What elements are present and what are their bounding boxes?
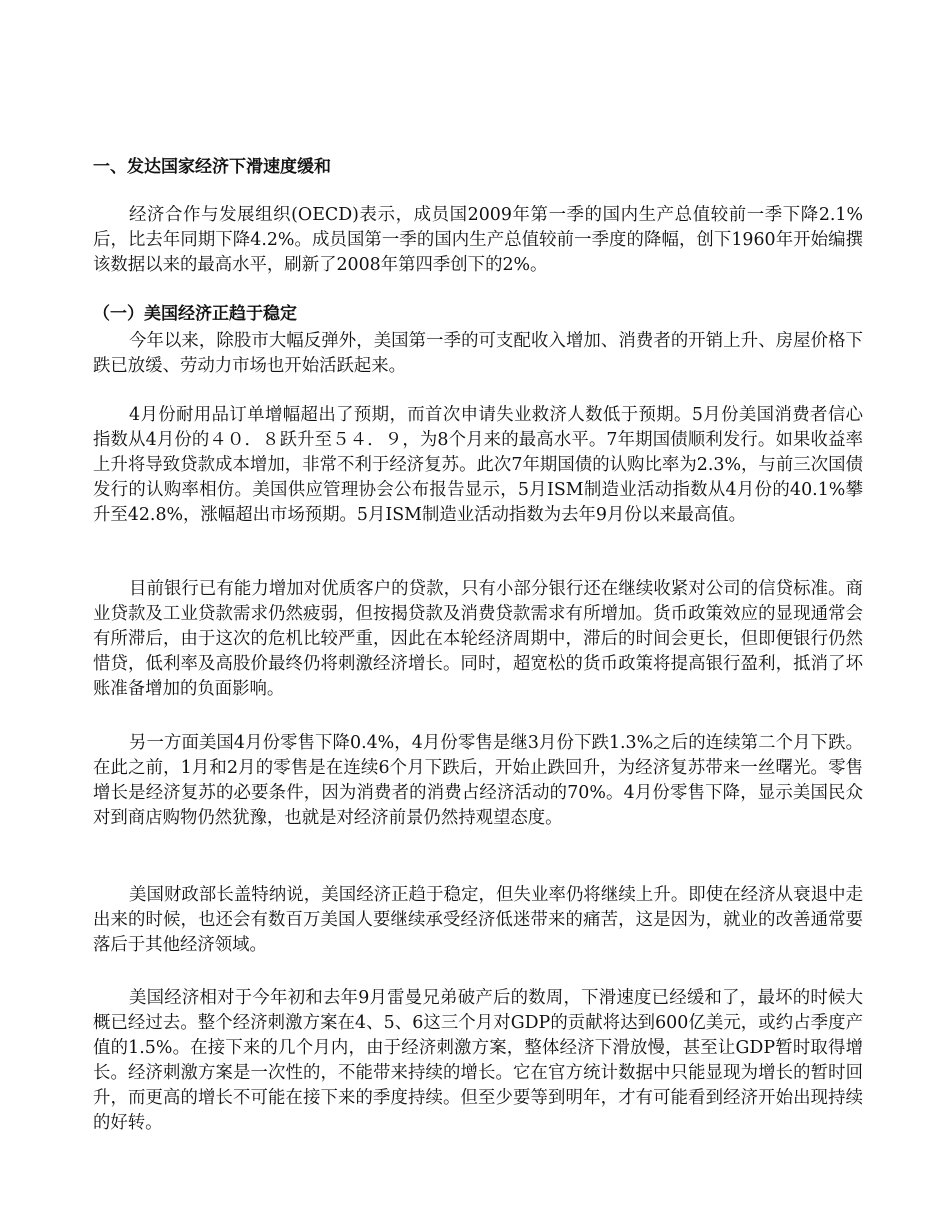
paragraph-banking: 目前银行已有能力增加对优质客户的贷款，只有小部分银行还在继续收紧对公司的信贷标准。商业贷款及工业贷款需求仍然疲弱，但按揭贷款及消费贷款需求有所增加。货币政策效应的显现通常会有所滞后，由于这次的危机比较严重，因此在本轮经济周期中，滞后的时间会更长，但即便银行仍然惜贷，低利率及高股价最终仍将刺激经济增长。同时，超宽松的货币政策将提高银行盈利，抵消了坏账准备增加的负面影响。 bbox=[93, 579, 863, 699]
intro-paragraph: 经济合作与发展组织(OECD)表示，成员国2009年第一季的国内生产总值较前一季下降2.1%后，比去年同期下降4.2%。成员国第一季的国内生产总值较前一季度的降幅，创下1960年开始编撰该数据以来的最高水平，刷新了2008年第四季创下的2%。 bbox=[93, 205, 863, 275]
subsection-heading: （一）美国经济正趋于稳定 bbox=[93, 304, 297, 324]
paragraph-treasury: 美国财政部长盖特纳说，美国经济正趋于稳定，但失业率仍将继续上升。即使在经济从衰退中走出来的时候，也还会有数百万美国人要继续承受经济低迷带来的痛苦，这是因为，就业的改善通常要落后于其他经济领域。 bbox=[93, 885, 863, 955]
paragraph-indicators: 4月份耐用品订单增幅超出了预期，而首次申请失业救济人数低于预期。5月份美国消费者信心指数从4月份的４０．８跃升至５４．９，为8个月来的最高水平。7年期国债顺利发行。如果收益率上升将导致贷款成本增加，非常不利于经济复苏。此次7年期国债的认购比率为2.3%，与前三次国债发行的认购率相仿。美国供应管理协会公布报告显示，5月ISM制造业活动指数从4月份的40.1%攀升至42.8%，涨幅超出市场预期。5月ISM制造业活动指数为去年9月份以来最高值。 bbox=[93, 405, 863, 525]
paragraph-retail: 另一方面美国4月份零售下降0.4%，4月份零售是继3月份下跌1.3%之后的连续第二个月下跌。在此之前，1月和2月的零售是在连续6个月下跌后，开始止跌回升，为经济复苏带来一丝曙光。零售增长是经济复苏的必要条件，因为消费者的消费占经济活动的70%。4月份零售下降，显示美国民众对到商店购物仍然犹豫，也就是对经济前景仍然持观望态度。 bbox=[93, 733, 863, 828]
paragraph-outlook: 今年以来，除股市大幅反弹外，美国第一季的可支配收入增加、消费者的开销上升、房屋价格下跌已放缓、劳动力市场也开始活跃起来。 bbox=[93, 331, 863, 376]
section-heading: 一、发达国家经济下滑速度缓和 bbox=[93, 157, 331, 177]
paragraph-stimulus: 美国经济相对于今年初和去年9月雷曼兄弟破产后的数周，下滑速度已经缓和了，最坏的时候大概已经过去。整个经济刺激方案在4、5、6这三个月对GDP的贡献将达到600亿美元，或约占季度产值的1.5%。在接下来的几个月内，由于经济刺激方案，整体经济下滑放慢，甚至让GDP暂时取得增长。经济刺激方案是一次性的，不能带来持续的增长。它在官方统计数据中只能显现为增长的暂时回升，而更高的增长不可能在接下来的季度持续。但至少要等到明年，才有可能看到经济开始出现持续的好转。 bbox=[93, 988, 863, 1133]
